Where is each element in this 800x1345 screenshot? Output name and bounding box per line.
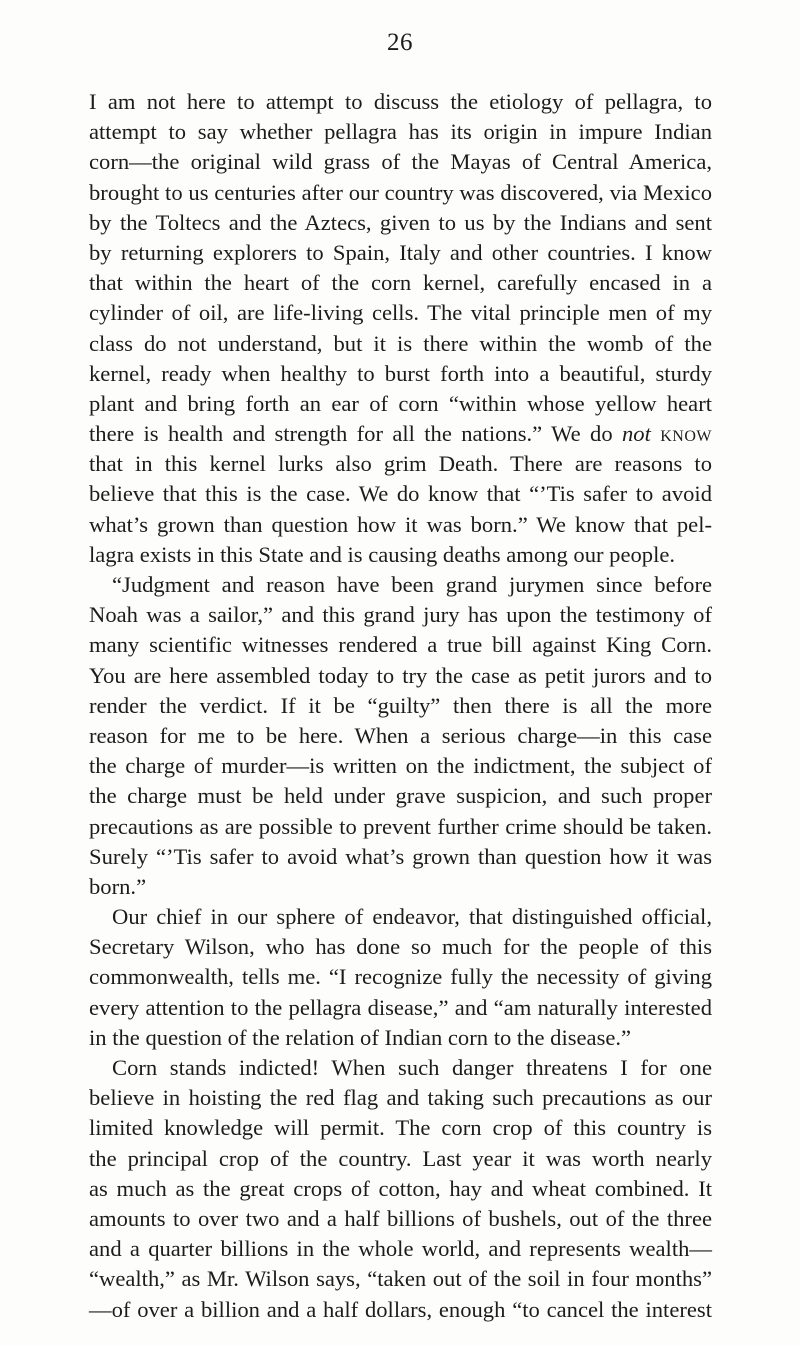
text-line: You are here assembled today to try the case as petit jurors and to <box>89 662 712 688</box>
text-line: that in this kernel lurks also grim Death. There are reasons to <box>89 451 712 477</box>
text-line: precautions as are possible to prevent further crime should be taken. <box>89 813 712 839</box>
text-line: by the Toltecs and the Aztecs, given to us by the Indians and sent <box>89 209 712 235</box>
text-line: believe that this is the case. We do know that “’Tis safer to avoid <box>89 481 712 507</box>
text-line: that within the heart of the corn kernel, carefully encased in a <box>89 270 712 296</box>
text-line: “wealth,” as Mr. Wilson says, “taken out of the soil in four months” <box>89 1266 712 1292</box>
text-line: —of over a billion and a half dollars, enough “to cancel the interest <box>89 1296 712 1322</box>
italic-word: not <box>621 421 651 447</box>
text-run: there is health and strength for all the nations.” We do <box>89 421 622 447</box>
text-line: plant and bring forth an ear of corn “within whose yellow heart <box>89 390 712 416</box>
text-line: class do not understand, but it is there within the womb of the <box>89 330 712 356</box>
smallcaps-word: know <box>660 421 712 447</box>
text-line: lagra exists in this State and is causing deaths among our people. <box>89 541 676 567</box>
text-line: cylinder of oil, are life-living cells. The vital principle men of my <box>89 300 712 326</box>
text-line: I am not here to attempt to discuss the etiology of pellagra, to <box>89 89 712 114</box>
text-line: render the verdict. If it be “guilty” then there is all the more <box>89 692 712 718</box>
text-line: the principal crop of the country. Last year it was worth nearly <box>89 1145 712 1171</box>
text-line <box>89 419 712 449</box>
text-line: commonwealth, tells me. “I recognize fully the necessity of giving <box>89 964 712 990</box>
text-line: born.” <box>89 873 147 899</box>
text-line: by returning explorers to Spain, Italy and other countries. I know <box>89 239 712 265</box>
text-line: attempt to say whether pellagra has its origin in impure Indian <box>89 119 712 145</box>
text-line: and a quarter billions in the whole world, and represents wealth— <box>89 1236 712 1262</box>
text-line: as much as the great crops of cotton, hay and wheat combined. It <box>89 1175 712 1201</box>
body-text <box>89 87 712 1325</box>
text-line: Our chief in our sphere of endeavor, that distinguished official, <box>112 904 712 930</box>
text-line: believe in hoisting the red flag and taking such precautions as our <box>89 1085 712 1111</box>
page-number: 26 <box>387 29 413 56</box>
text-line: kernel, ready when healthy to burst forth into a beautiful, sturdy <box>89 360 712 386</box>
text-line: the charge of murder—is written on the indictment, the subject of <box>89 753 712 779</box>
text-line: every attention to the pellagra disease,” and “am naturally interested <box>89 994 712 1020</box>
text-line: limited knowledge will permit. The corn crop of this country is <box>89 1115 712 1141</box>
text-line: many scientific witnesses rendered a true bill against King Corn. <box>89 632 712 658</box>
text-line: “Judgment and reason have been grand jurymen since before <box>112 572 712 597</box>
text-line: Secretary Wilson, who has done so much for the people of this <box>89 934 712 960</box>
text-line: reason for me to be here. When a serious charge—in this case <box>89 722 712 748</box>
text-line: Noah was a sailor,” and this grand jury has upon the testimony of <box>89 602 712 628</box>
text-line: in the question of the relation of Indian corn to the disease.” <box>89 1024 632 1050</box>
text-line: Surely “’Tis safer to avoid what’s grown than question how it was <box>89 843 712 869</box>
text-line: the charge must be held under grave suspicion, and such proper <box>89 783 712 809</box>
text-line: brought to us centuries after our country was discovered, via Mexico <box>89 179 712 205</box>
text-line: what’s grown than question how it was born.” We know that pel- <box>89 511 712 537</box>
text-line: corn—the original wild grass of the Mayas of Central America, <box>89 149 712 175</box>
text-line: Corn stands indicted! When such danger threatens I for one <box>112 1055 712 1080</box>
text-line: amounts to over two and a half billions of bushels, out of the three <box>89 1205 712 1231</box>
